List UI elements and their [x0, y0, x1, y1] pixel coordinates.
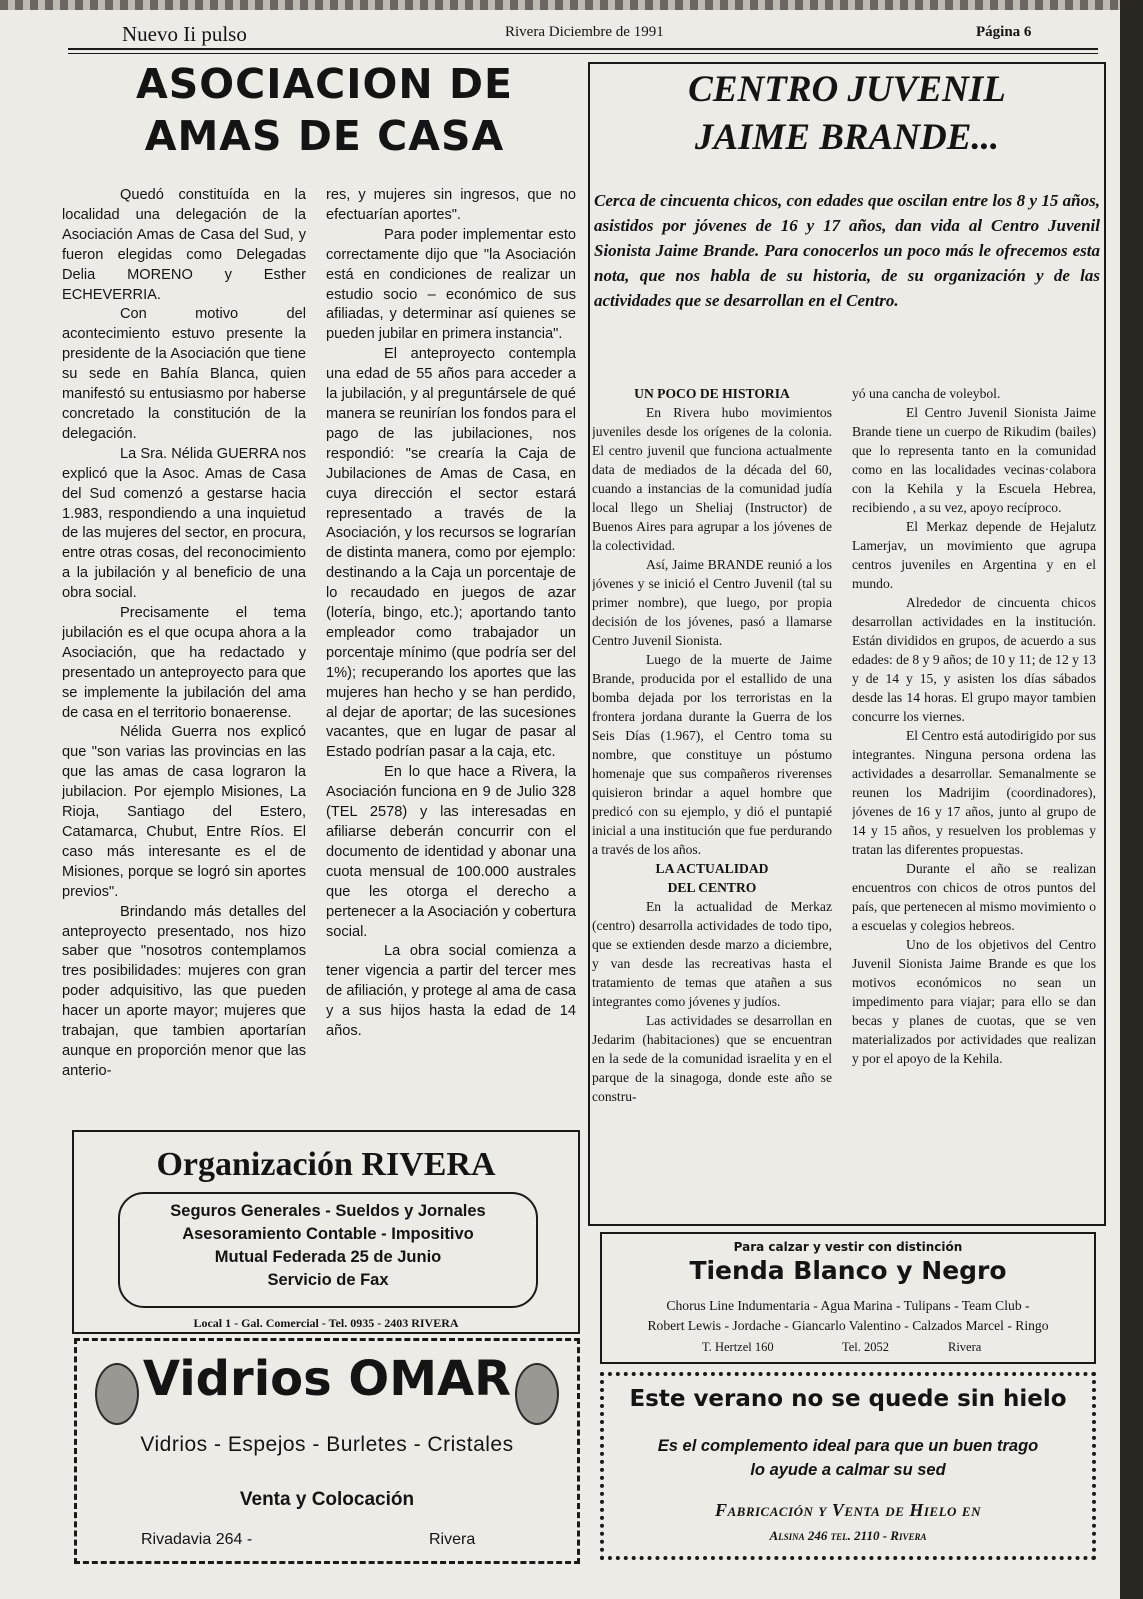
- title-line: AMAS DE CASA: [144, 112, 505, 160]
- section-heading: LA ACTUALIDAD: [655, 861, 769, 876]
- ad-fabrica-hielo: [600, 1372, 1096, 1560]
- paragraph: El Merkaz depende de Hejalutz Lamerjav, un movimiento que agrupa centros juveniles en Argentina y en el mundo.: [852, 519, 1096, 591]
- ad-line: Servicio de Fax: [267, 1271, 389, 1289]
- paragraph: La Sra. Nélida GUERRA nos explicó que la Asoc. Amas de Casa del Sud comenzó a gestarse hacia 1.983, respondiendo a una inquietud de las mujeres del sector, en procura, entre otras cosas, del reconocimiento a la jubilación y al beneficio de una obra social.: [62, 445, 306, 602]
- ad-brands-line: Robert Lewis - Jordache - Giancarlo Valentino - Calzados Marcel - Ringo: [647, 1318, 1049, 1333]
- ad-address: Alsina 246 tel. 2110 - Rivera: [769, 1528, 927, 1543]
- paragraph: Así, Jaime BRANDE reunió a los jóvenes y se inició el Centro Juvenil (tal su primer nombre), que luego, por propia decisión de los jóvenes, pasó a llamarse Centro Juvenil Sionista.: [592, 557, 832, 648]
- ad-phone: Tel. 2052: [842, 1340, 890, 1354]
- paragraph: El Centro está autodirigido por sus integrantes. Ninguna persona ordena las actividades a desarrollar. Semanalmente se reunen los Madrijim (coordinadores), jóvenes de 16 y 17 años, junto al grupo de 14 y 15 años, y resuelven los problemas y tratan las diferentes propuestas.: [852, 728, 1096, 857]
- paragraph: Luego de la muerte de Jaime Brande, producida por el estallido de una bomba dejada por los terroristas en la frontera jordana durante la Guerra de los Seis Días (1.967), el Centro toma su nombre, que constituye un póstumo homenaje que sus compañeros riverenses quisieron brindar a aquel hombre que predicó con su ejemplo, y dió el puntapié inicial a una institución que fue perdurando a través de los años.: [592, 652, 832, 857]
- ad-line: Asesoramiento Contable - Impositivo: [182, 1225, 474, 1243]
- article-title-centro-juvenil: [590, 66, 1104, 162]
- title-line: CENTRO JUVENIL: [688, 69, 1006, 110]
- date-line: Rivera Diciembre de 1991: [505, 24, 664, 40]
- ad-town: Rivera: [429, 1531, 476, 1548]
- ad-footer: Local 1 - Gal. Comercial - Tel. 0935 - 2403 RIVERA: [193, 1316, 459, 1330]
- section-heading: DEL CENTRO: [667, 880, 757, 895]
- ad-town: Rivera: [948, 1340, 982, 1354]
- paragraph: La obra social comienza a tener vigencia a partir del tercer mes de afiliación, y protege al ama de casa y a sus hijos hasta la edad de 14 años.: [326, 943, 576, 1040]
- ad-line: Seguros Generales - Sueldos y Jornales: [170, 1202, 486, 1220]
- ad-products: Vidrios - Espejos - Burletes - Cristales: [140, 1433, 514, 1456]
- paragraph: Precisamente el tema jubilación es el que ocupa ahora a la Asociación, que ha redactado y presentado un anteproyecto para que se implemente la jubilación del ama de casa en el territorio bonaerense.: [62, 605, 306, 721]
- paragraph: El Centro Juvenil Sionista Jaime Brande tiene un cuerpo de Rikudim (bailes) que lo representa tanto en la comunidad como en las localidades vecinas·colabora con la Kehila y la Escuela Hebrea, recibiendo , a su vez, apoyo recíproco.: [852, 405, 1096, 515]
- ad-brands: [602, 1296, 1094, 1336]
- ad-name: Vidrios OMAR: [142, 1351, 512, 1407]
- paragraph: Para poder implementar esto correctamente dijo que "la Asociación está en condiciones de realizar un estudio socio – económico de sus afiliadas, y determinar así quienes se pueden jubilar en primera instancia".: [326, 226, 576, 343]
- ad-address: T. Hertzel 160: [702, 1340, 774, 1354]
- article-column-4: [852, 384, 1096, 1204]
- article-title-amas-de-casa: [72, 58, 577, 162]
- ad-subline-1: Es el complemento ideal para que un buen trago: [657, 1437, 1039, 1455]
- ad-subline: [604, 1434, 1092, 1482]
- ad-tagline: Para calzar y vestir con distinción: [733, 1240, 963, 1254]
- page-number: Página 6: [976, 24, 1032, 40]
- ad-brands-line: Chorus Line Indumentaria - Agua Marina - Tulipans - Team Club -: [666, 1298, 1030, 1313]
- paragraph: En lo que hace a Rivera, la Asociación funciona en 9 de Julio 328 (TEL 2578) y las interesadas en afiliarse deberán concurrir con el documento de identidad y abonar una cuota mensual de 100.000 australes que les otorga el derecho a pertenecer a la Asociación y cobertura social.: [326, 764, 576, 940]
- paragraph: Las actividades se desarrollan en Jedarim (habitaciones) que se encuentran en la sede de la comunidad israelita y en el parque de la sinagoga, donde este año se constru-: [592, 1013, 832, 1104]
- paper-name: Nuevo Ii pulso: [122, 22, 247, 46]
- paragraph: En Rivera hubo movimientos juveniles desde los orígenes de la colonia. El centro juvenil que funciona actualmente data de mediados de la década del 60, cuando a instancias de la comunidad judía local llego un Sheliaj (Instructor) de Buenos Aires para agrupar a los jóvenes de la colectividad.: [592, 405, 832, 553]
- ad-address: Rivadavia 264 -: [141, 1531, 253, 1548]
- article-lead: Cerca de cincuenta chicos, con edades que oscilan entre los 8 y 15 años, asistidos por jóvenes de 16 y 17 años, dan vida al Centro Juvenil Sionista Jaime Brande. Para conocerlos un poco más le ofrecemos esta nota, que nos habla de su historia, de su organización y de las actividades que se desarrollan en el Centro.: [594, 191, 1100, 310]
- paragraph: res, y mujeres sin ingresos, que no efectuarían aportes".: [326, 187, 576, 223]
- paragraph: Brindando más detalles del anteproyecto presentado, nos hizo saber que "nosotros contemplamos tres posibilidades: mujeres con gran poder adquisitivo, las que pueden hacer un aporte mayor; mujeres que trabajan, que tambien aportarían aunque en proporción menor que las anterio-: [62, 903, 306, 1079]
- ad-subline-2: lo ayude a calmar su sed: [750, 1461, 946, 1479]
- torn-top-edge: [0, 0, 1120, 10]
- ad-line: Mutual Federada 25 de Junio: [214, 1248, 442, 1266]
- paragraph: Uno de los objetivos del Centro Juvenil Sionista Jaime Brande es que los motivos económicos no sean un impedimento para viajar; para ello se dan becas y planes de cuotas, que se ven materializados por actividades que realizan y por el apoyo de la Kehila.: [852, 937, 1096, 1066]
- article-column-3: [592, 384, 832, 1204]
- ad-headline: Este verano no se quede sin hielo: [629, 1386, 1067, 1412]
- ad-fabrication-line: Fabricación y Venta de Hielo en: [714, 1500, 981, 1520]
- ad-vidrios-omar: [74, 1338, 580, 1564]
- ad-name: Tienda Blanco y Negro: [689, 1256, 1007, 1285]
- paragraph: Quedó constituída en la localidad una delegación de la Asociación Amas de Casa del Sud, y fueron elegidas como Delegadas Delia MORENO y Esther ECHEVERRIA.: [62, 187, 306, 303]
- header-rule: [68, 48, 1098, 50]
- paragraph: Alrededor de cincuenta chicos desarrollan actividades en la institución. Están divididos en grupos, de acuerdo a sus edades: de 8 y 9 años; de 10 y 11; de 12 y 13 y de 14 y 15, y asisten los días sábados desde las 14 horas. El grupo mayor tambien concurre los viernes.: [852, 595, 1096, 724]
- paragraph: El anteproyecto contempla una edad de 55 años para acceder a la jubilación, y al preguntársele de qué manera se reunirían los fondos para el pago de las jubilaciones, nos respondió: "se crearía la Caja de Jubilaciones de Amas de Casa, en cuya dirección el sector estará representado a través de la Asociación, y los recursos se lograrían de distinta manera, como por ejemplo: destinando a la Caja un porcentaje de lo recaudado en juegos de azar (lotería, bingo, etc.); aportando tanto empleador como trabajador un porcentaje mínimo (que podría ser del 1%); recuperando los aportes que las mujeres han hecho y se han perdido, al dejar de aportar; de las sucesiones vacantes, que en lugar de pasar al Estado podrían pasar a la caja, etc.: [326, 346, 576, 761]
- ad-services-box: [118, 1192, 538, 1308]
- paragraph: En la actualidad de Merkaz (centro) desarrolla actividades de todo tipo, que se extienden desde marzo a diciembre, y van desde las recreativas hasta el tratamiento de temas que atañen a sus integrantes como jóvenes y judíos.: [592, 899, 832, 1009]
- article-column-2: [326, 186, 576, 1126]
- ad-tienda-blanco-y-negro: [600, 1232, 1096, 1364]
- article-column-1: [62, 186, 306, 1126]
- title-line: JAIME BRANDE...: [694, 117, 1000, 158]
- header-rule-thin: [68, 53, 1098, 54]
- title-line: ASOCIACION DE: [135, 60, 513, 108]
- ad-name: Organización RIVERA: [156, 1146, 496, 1183]
- paragraph: yó una cancha de voleybol.: [852, 386, 1001, 401]
- section-heading: UN POCO DE HISTORIA: [634, 386, 790, 401]
- paragraph: Con motivo del acontecimiento estuvo presente la presidente de la Asociación que tiene su sede en Bahía Blanca, quien manifestó su entusiasmo por haberse concretado la constitución de la delegación.: [62, 306, 306, 442]
- paragraph: Nélida Guerra nos explicó que "son varias las provincias en las que las amas de casa lograron la jubilacion. Por ejemplo Misiones, La Rioja, Santiago del Estero, Catamarca, Chubut, Entre Ríos. El caso más interesante es el de Misiones, porque se logró sin aportes previos".: [62, 724, 306, 900]
- ad-organizacion-rivera: [72, 1130, 580, 1334]
- ad-service: Venta y Colocación: [239, 1489, 415, 1510]
- paragraph: Durante el año se realizan encuentros con chicos de otros puntos del país, que pertenecen al mismo movimiento o a escuelas y colegios hebreos.: [852, 861, 1096, 933]
